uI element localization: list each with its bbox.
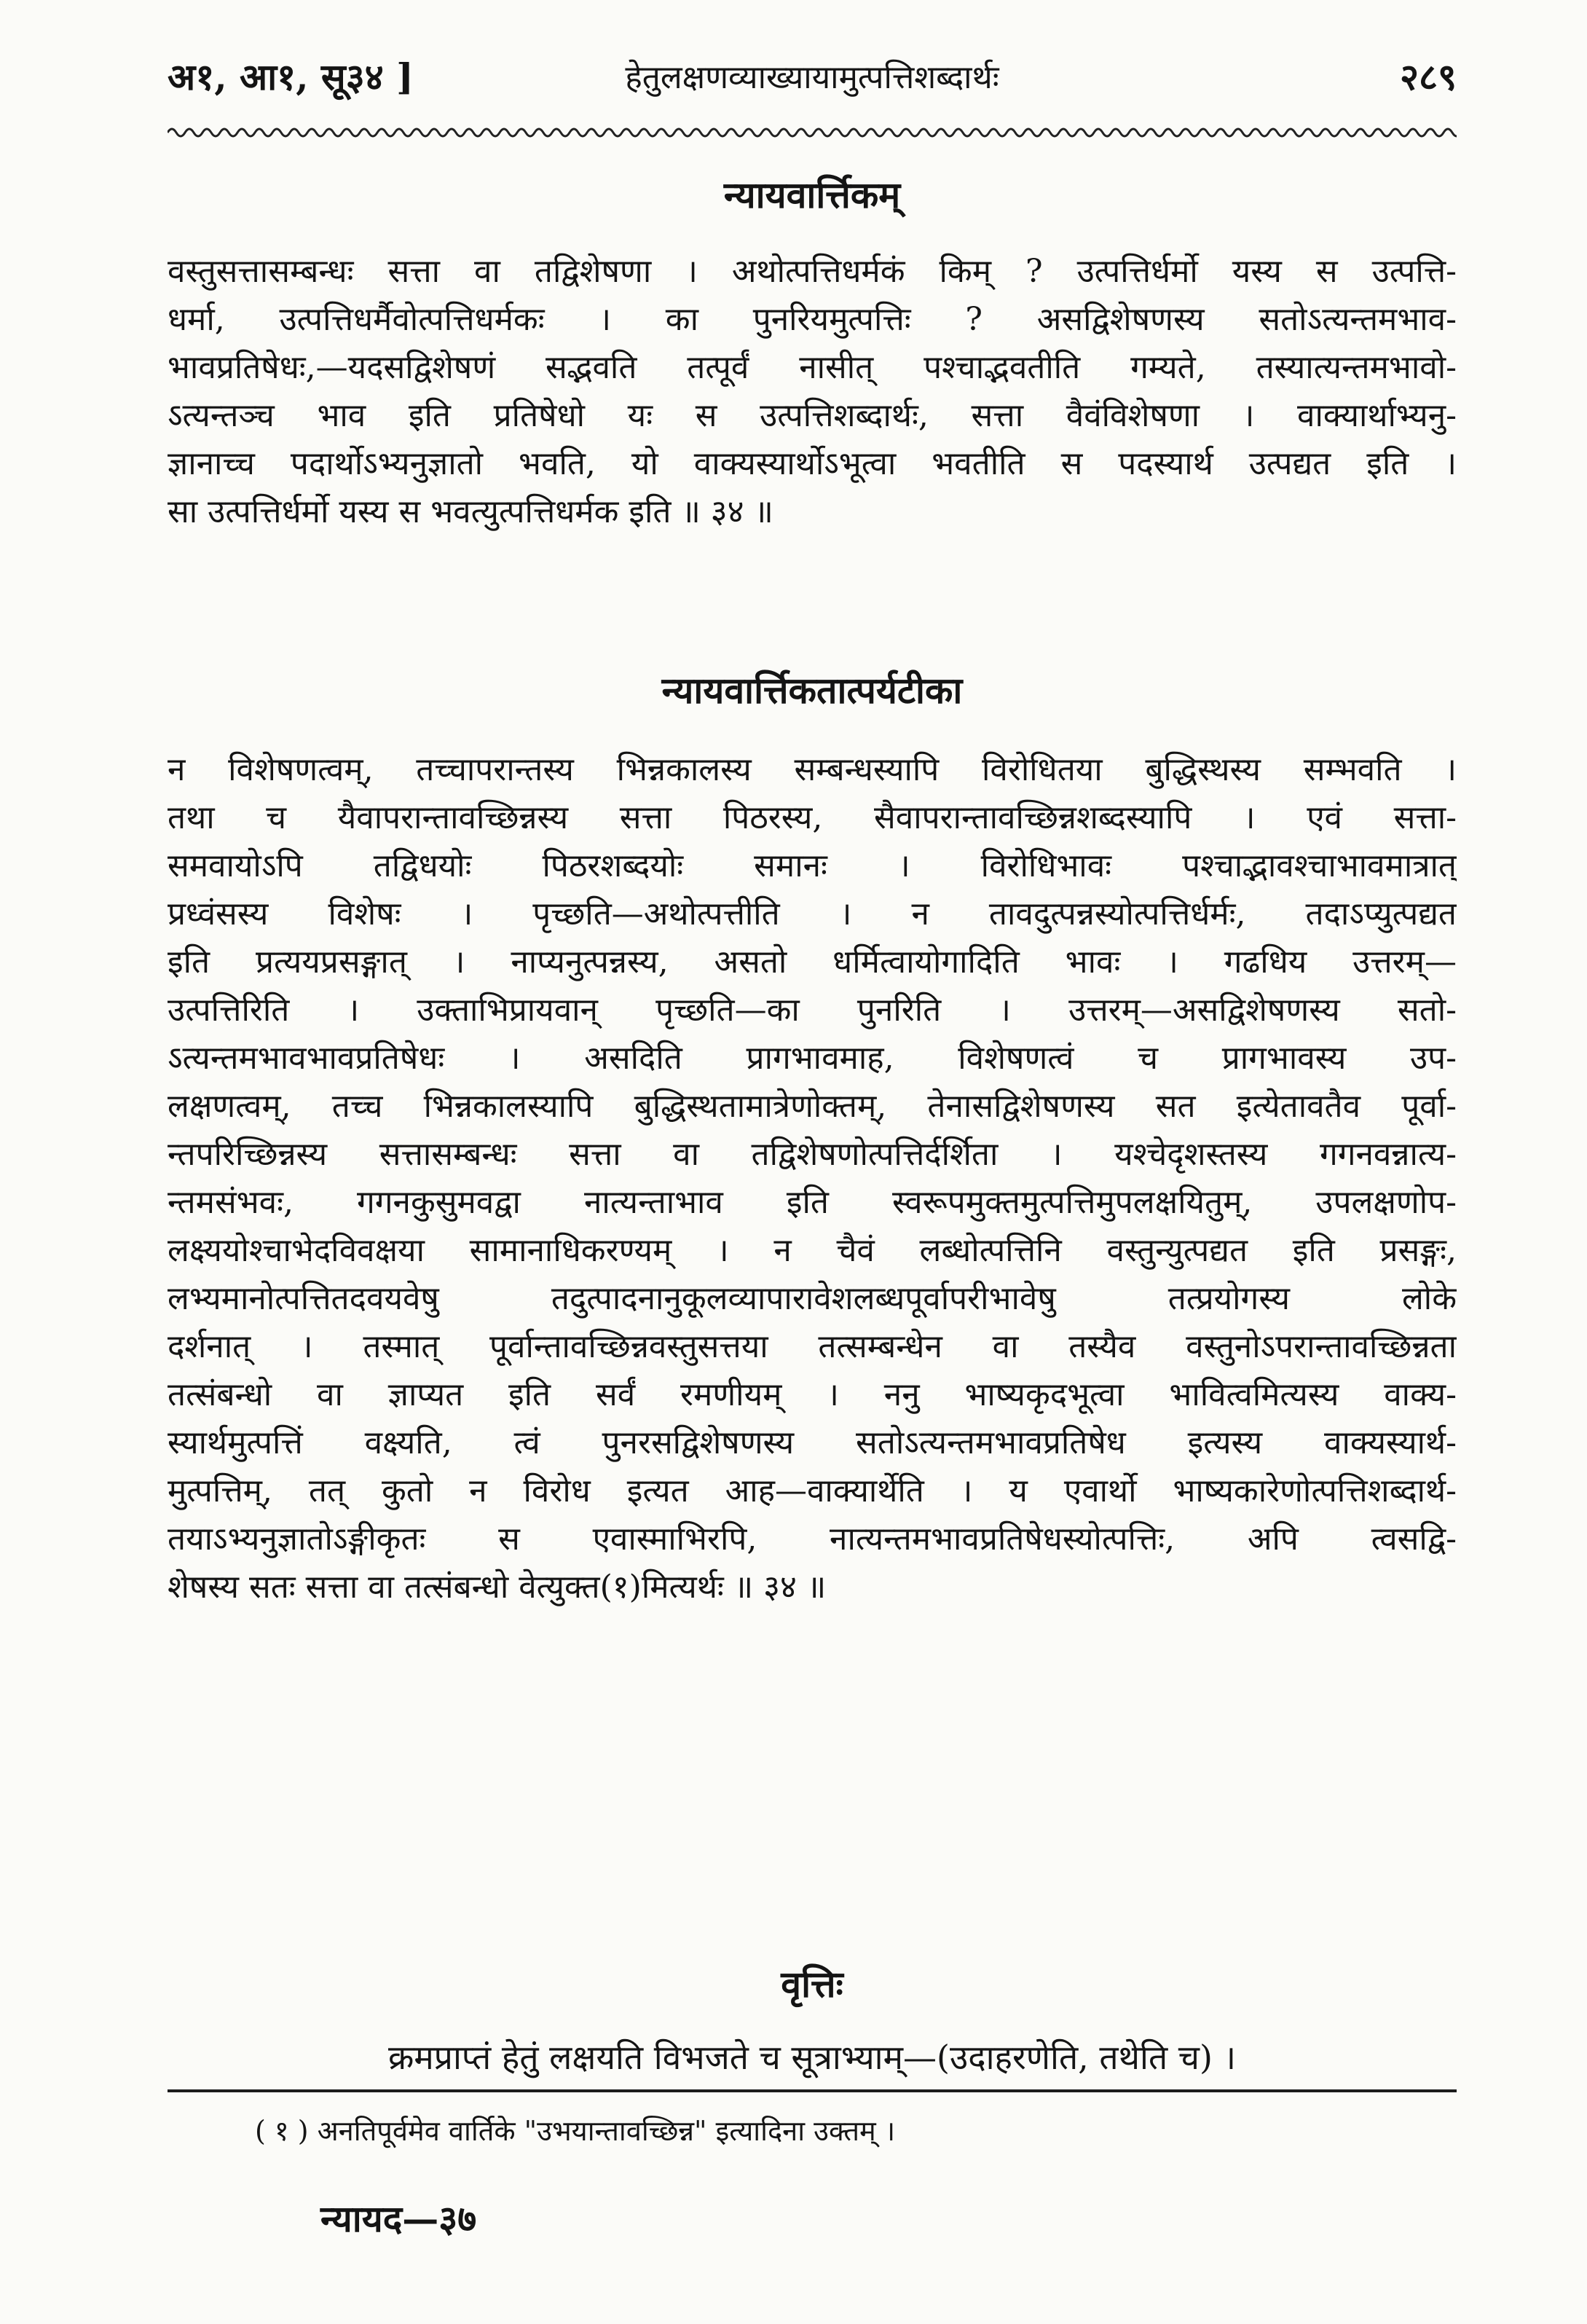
tika-line: उत्पत्तिरिति । उक्ताभिप्रायवान् पृच्छति—का पुनरिति । उत्तरम्—असद्विशेषणस्य सतो-: [168, 992, 1457, 1029]
tika-line: तथा च यैवापरान्तावच्छिन्नस्य सत्ता पिठरस्य, सैवापरान्तावच्छिन्नशब्दस्यापि । एवं सत्ता-: [168, 799, 1457, 836]
vartika-line: धर्मा, उत्पत्तिधर्मैवोत्पत्तिधर्मकः । का पुनरियमुत्पत्तिः ? असद्विशेषणस्य सतोऽत्यन्तमभाव-: [168, 301, 1457, 338]
vartika-heading: न्यायवार्त्तिकम्: [723, 173, 901, 216]
vartika-line: भावप्रतिषेधः,—यदसद्विशेषणं सद्भवति तत्पूर्वं नासीत् पश्चाद्भवतीति गम्यते, तस्यात्यन्तमभावो-: [168, 349, 1457, 386]
tika-line: प्रध्वंसस्य विशेषः । पृच्छति—अथोत्पत्तीति । न तावदुत्पन्नस्योत्पत्तिर्धर्मः, तदाऽप्युत्पद्यत: [168, 895, 1457, 933]
tika-line: तयाऽभ्यनुज्ञातोऽङ्गीकृतः स एवास्माभिरपि, नात्यन्तमभावप्रतिषेधस्योत्पत्तिः, अपि त्वसद्वि-: [168, 1520, 1457, 1558]
tika-line: लक्ष्ययोश्चाभेदविवक्षया सामानाधिकरण्यम् । न चैवं लब्धोत्पत्तिनि वस्तुन्युत्पद्यत इति प्रसङ्गः,: [168, 1232, 1457, 1269]
tika-line: इति प्रत्ययप्रसङ्गात् । नाप्यनुत्पन्नस्य, असतो धर्मित्वायोगादिति भावः । गढधिय उत्तरम्—: [168, 943, 1457, 981]
footnote: ( १ ) अनतिपूर्वमेव वार्तिके "उभयान्तावच्छिन्न" इत्यादिना उक्तम् ।: [255, 2115, 896, 2147]
tika-line: न्तमसंभवः, गगनकुसुमवद्वा नात्यन्ताभाव इति स्वरूपमुक्तमुत्पत्तिमुपलक्षयितुम्, उपलक्षणोप-: [168, 1184, 1457, 1221]
tika-line: समवायोऽपि तद्विधयोः पिठरशब्दयोः समानः । विरोधिभावः पश्चाद्भावश्चाभावमात्रात्: [168, 847, 1457, 884]
page-number: २८९: [1400, 55, 1457, 98]
footnote-rule: [168, 2089, 1457, 2092]
tika-line: ऽत्यन्तमभावभावप्रतिषेधः । असदिति प्रागभावमाह, विशेषणत्वं च प्रागभावस्य उप-: [168, 1040, 1457, 1077]
tika-line: मुत्पत्तिम्, तत् कुतो न विरोध इत्यत आह—वाक्यार्थेति । य एवार्थो भाष्यकारेणोत्पत्तिशब्दार्थ-: [168, 1472, 1457, 1510]
header-wavy-rule: [168, 124, 1457, 141]
tika-line: शेषस्य सतः सत्ता वा तत्संबन्धो वेत्युक्त(१)मित्यर्थः ॥ ३४ ॥: [168, 1569, 827, 1606]
vartika-paragraph: [168, 248, 1457, 536]
tika-line: न विशेषणत्वम्, तच्चापरान्तस्य भिन्नकालस्य सम्बन्धस्यापि विरोधितया बुद्धिस्थस्य सम्भवति ।: [168, 751, 1457, 788]
tika-line: न्तपरिच्छिन्नस्य सत्तासम्बन्धः सत्ता वा तद्विशेषणोत्पत्तिर्दर्शिता । यश्चेदृशस्तस्य गगनवन्नात्य-: [168, 1136, 1457, 1173]
tika-paragraph: [168, 746, 1457, 1612]
vartika-line: ज्ञानाच्च पदार्थोऽभ्यनुज्ञातो भवति, यो वाक्यस्यार्थोऽभूत्वा भवतीति स पदस्यार्थ उत्पद्यत इति ।: [168, 445, 1457, 482]
tika-line: लभ्यमानोत्पत्तितदवयवेषु तदुत्पादनानुकूलव्यापारावेशलब्धपूर्वापरीभावेषु तत्प्रयोगस्य लोके: [168, 1280, 1457, 1317]
vartika-line: ऽत्यन्तञ्च भाव इति प्रतिषेधो यः स उत्पत्तिशब्दार्थः, सत्ता वैवंविशेषणा । वाक्यार्थाभ्यनु-: [168, 397, 1457, 434]
tika-line: दर्शनात् । तस्मात् पूर्वान्तावच्छिन्नवस्तुसत्तया तत्सम्बन्धेन वा तस्यैव वस्तुनोऽपरान्तावच्छिन्नता: [168, 1328, 1457, 1365]
running-header: [168, 51, 1457, 117]
vritti-text: क्रमप्राप्तं हेतुं लक्षयति विभजते च सूत्राभ्याम्—(उदाहरणेति, तथेति च) ।: [387, 2038, 1237, 2077]
tika-line: लक्षणत्वम्, तच्च भिन्नकालस्यापि बुद्धिस्थतामात्रेणोक्तम्, तेनासद्विशेषणस्य सत इत्येतावतैव पूर्वा-: [168, 1088, 1457, 1125]
vartika-line: वस्तुसत्तासम्बन्धः सत्ता वा तद्विशेषणा । अथोत्पत्तिधर्मकं किम् ? उत्पत्तिर्धर्मो यस्य स उत्पत्ति-: [168, 253, 1457, 290]
signature-mark: न्यायद—३७: [320, 2197, 477, 2240]
chapter-reference: अ१, आ१, सू३४ ]: [168, 55, 414, 98]
tika-line: तत्संबन्धो वा ज्ञाप्यत इति सर्वं रमणीयम् । ननु भाष्यकृदभूत्वा भावित्वमित्यस्य वाक्य-: [168, 1376, 1457, 1413]
tika-line: स्यार्थमुत्पत्तिं वक्ष्यति, त्वं पुनरसद्विशेषणस्य सतोऽत्यन्तमभावप्रतिषेध इत्यस्य वाक्यस्यार्थ-: [168, 1424, 1457, 1461]
running-title: हेतुलक्षणव्याख्यायामुत्पत्तिशब्दार्थः: [625, 59, 999, 96]
vritti-heading: वृत्तिः: [781, 1963, 843, 2006]
vartika-line: सा उत्पत्तिर्धर्मो यस्य स भवत्युत्पत्तिधर्मक इति ॥ ३४ ॥: [168, 493, 773, 530]
tika-heading: न्यायवार्त्तिकतात्पर्यटीका: [661, 669, 963, 712]
